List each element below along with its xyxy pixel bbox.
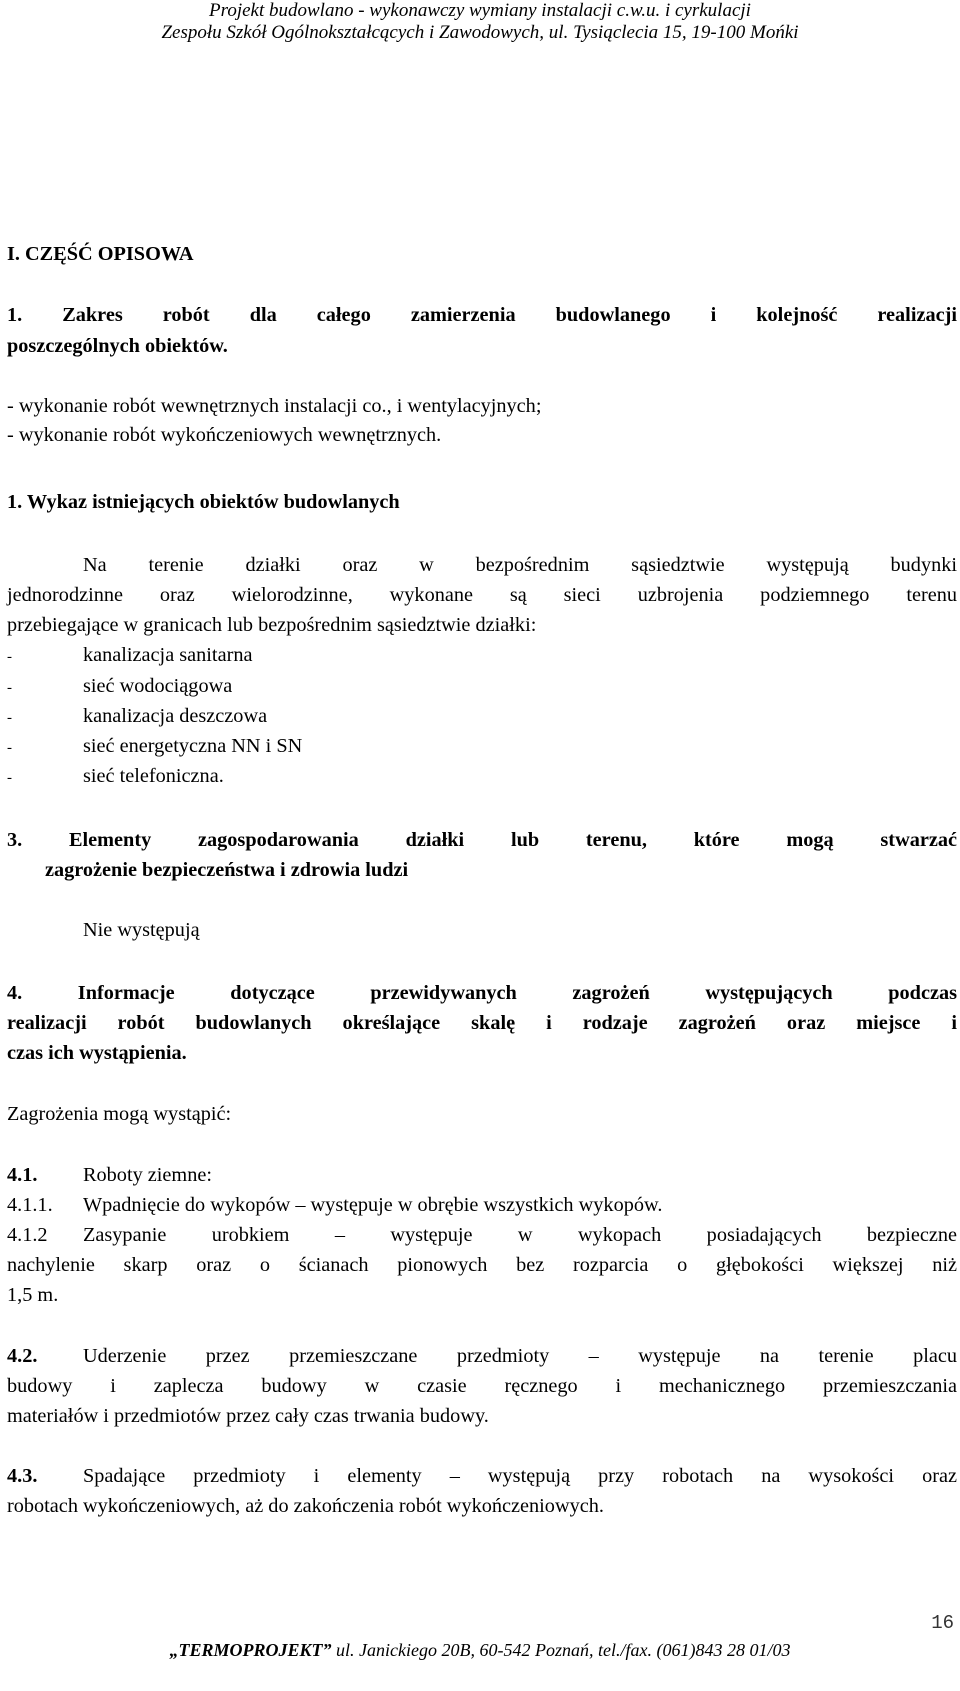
s1-item-1: - wykonanie robót wewnętrznych instalacji co., i wentylacyjnych; <box>7 395 542 417</box>
p42-line-1: 4.2. Uderzenie przez przemieszczane przedmioty – występuje na terenie placu <box>7 1345 957 1367</box>
p42-line-3: materiałów i przedmiotów przez cały czas trwania budowy. <box>7 1405 489 1427</box>
s4-heading-line-3: czas ich wystąpienia. <box>7 1042 187 1064</box>
footer-company: „TERMOPROJEKT” <box>169 1640 332 1660</box>
s1-heading-line-1: 1. Zakres robót dla całego zamierzenia budowlanego i kolejność realizacji <box>7 304 957 326</box>
s4-intro: Zagrożenia mogą wystąpić: <box>7 1103 232 1125</box>
list-item: - kanalizacja deszczowa <box>7 705 268 727</box>
p43-line-1: 4.3. Spadające przedmioty i elementy – występują przy robotach na wysokości oraz <box>7 1465 957 1487</box>
s2-heading: 1. Wykaz istniejących obiektów budowlanych <box>7 491 400 513</box>
p412-line-2: nachylenie skarp oraz o ścianach pionowych bez rozparcia o głębokości większej niż <box>7 1254 957 1276</box>
list-item: - sieć energetyczna NN i SN <box>7 735 303 757</box>
list-item: - sieć telefoniczna. <box>7 765 224 787</box>
list-item: - sieć wodociągowa <box>7 675 233 697</box>
page-number: 16 <box>931 1612 954 1634</box>
list-item: - kanalizacja sanitarna <box>7 644 253 666</box>
s3-answer: Nie występują <box>83 919 200 941</box>
p412-line-3: 1,5 m. <box>7 1284 59 1306</box>
s4-heading-line-2: realizacji robót budowlanych określające skalę i rodzaje zagrożeń oraz miejsce i <box>7 1012 957 1034</box>
s1-item-2: - wykonanie robót wykończeniowych wewnętrznych. <box>7 424 442 446</box>
s2-para-line-3: przebiegające w granicach lub bezpośrednim sąsiedztwie działki: <box>7 614 537 636</box>
p42-line-2: budowy i zaplecza budowy w czasie ręcznego i mechanicznego przemieszczania <box>7 1375 957 1397</box>
footer-address: ul. Janickiego 20B, 60-542 Poznań, tel./fax. (061)843 28 01/03 <box>331 1640 791 1660</box>
s1-heading-line-2: poszczególnych obiektów. <box>7 335 228 357</box>
page-header <box>0 0 960 44</box>
s2-para-line-2: jednorodzinne oraz wielorodzinne, wykonane są sieci uzbrojenia podziemnego terenu <box>7 584 957 606</box>
header-line-2: Zespołu Szkół Ogólnokształcących i Zawodowych, ul. Tysiąclecia 15, 19-100 Mońki <box>161 22 799 43</box>
section-title: I. CZĘŚĆ OPISOWA <box>7 243 194 265</box>
s2-para-line-1: Na terenie działki oraz w bezpośrednim sąsiedztwie występują budynki <box>83 554 957 576</box>
s3-heading-line-2: zagrożenie bezpieczeństwa i zdrowia ludzi <box>45 859 409 881</box>
header-line-1: Projekt budowlano - wykonawczy wymiany instalacji c.w.u. i cyrkulacji <box>209 0 751 21</box>
page-footer <box>0 1640 960 1660</box>
p411: 4.1.1. Wpadnięcie do wykopów – występuje w obrębie wszystkich wykopów. <box>7 1194 663 1216</box>
s4-heading-line-1: 4. Informacje dotyczące przewidywanych zagrożeń występujących podczas <box>7 982 957 1004</box>
s3-heading-line-1: 3. Elementy zagospodarowania działki lub terenu, które mogą stwarzać <box>7 829 957 851</box>
p41: 4.1. Roboty ziemne: <box>7 1164 212 1186</box>
p43-line-2: robotach wykończeniowych, aż do zakończenia robót wykończeniowych. <box>7 1495 604 1517</box>
p412-line-1: 4.1.2 Zasypanie urobkiem – występuje w wykopach posiadających bezpieczne <box>7 1224 957 1246</box>
